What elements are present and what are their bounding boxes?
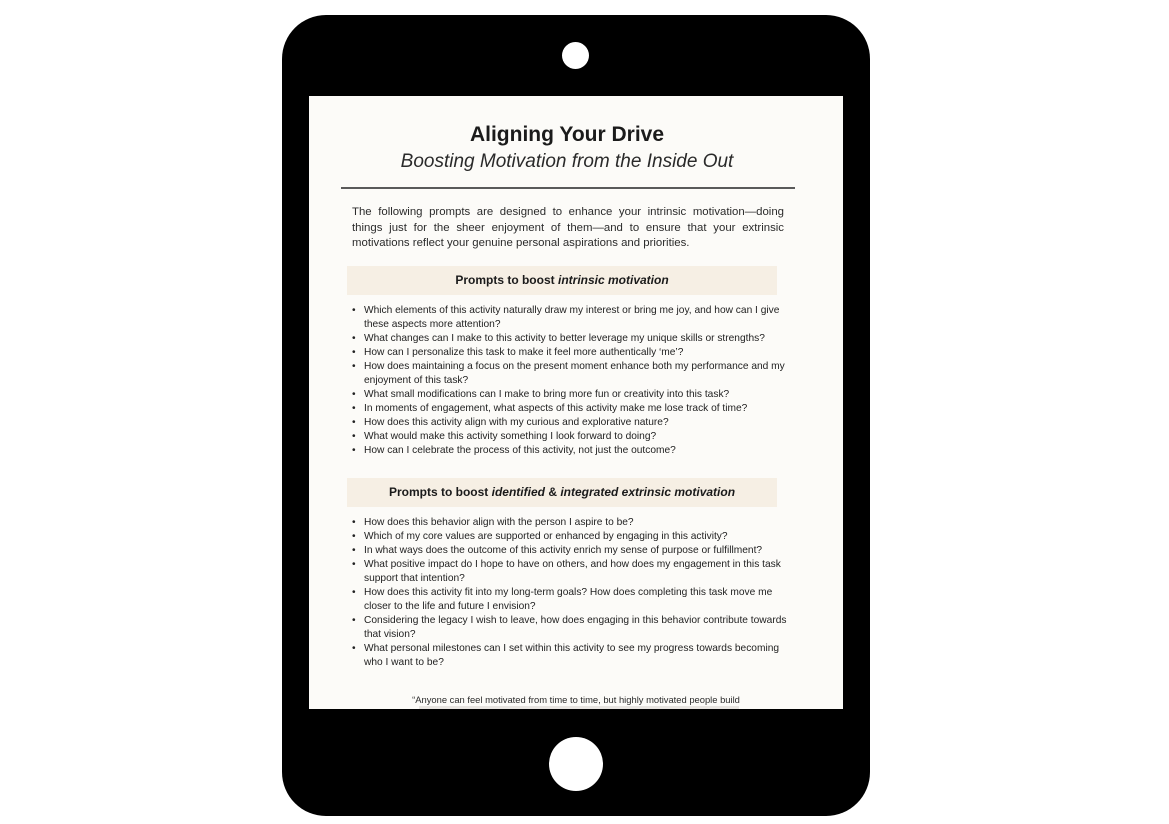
list-item: • What small modifications can I make to bring more fun or creativity into this task? xyxy=(350,388,790,402)
intro-paragraph: The following prompts are designed to enhance your intrinsic motivation—doing things just for the sheer enjoyment of them—and to ensure that your extrinsic motivations reflect your genuine personal aspirations and priorities. xyxy=(352,206,784,249)
list-item: • How does this activity fit into my long-term goals? How does completing this task move me closer to the life and future I envision? xyxy=(350,586,790,614)
extrinsic-prompt-list xyxy=(350,516,790,670)
section-heading-ampersand: & xyxy=(544,485,561,499)
list-item: • Considering the legacy I wish to leave, how does engaging in this behavior contribute towards that vision? xyxy=(350,614,790,642)
list-item: • What personal milestones can I set within this activity to see my progress towards becoming who I want to be? xyxy=(350,642,790,670)
section-heading-emphasis: intrinsic motivation xyxy=(557,273,669,287)
list-item: • What would make this activity something I look forward to doing? xyxy=(350,430,790,444)
tablet-screen xyxy=(309,96,843,709)
quote-text: “Anyone can feel motivated from time to time, but highly motivated people build xyxy=(412,694,740,705)
intrinsic-prompt-list xyxy=(350,304,790,458)
section-heading-prefix: Prompts to boost xyxy=(388,485,492,499)
list-item: • In moments of engagement, what aspects of this activity make me lose track of time? xyxy=(350,402,790,416)
section-heading-emphasis: integrated extrinsic motivation xyxy=(560,485,736,499)
divider xyxy=(341,187,795,189)
list-item: • Which elements of this activity naturally draw my interest or bring me joy, and how can I give these aspects more attention? xyxy=(350,304,790,332)
list-item: • How does this behavior align with the person I aspire to be? xyxy=(350,516,790,530)
section-heading-emphasis: identified xyxy=(491,485,545,499)
list-item: • What changes can I make to this activity to better leverage my unique skills or strengths? xyxy=(350,332,790,346)
page-subtitle: Boosting Motivation from the Inside Out xyxy=(400,151,734,172)
list-item: • How can I celebrate the process of this activity, not just the outcome? xyxy=(350,444,790,458)
section-heading-intrinsic xyxy=(347,266,777,295)
list-item: • How does maintaining a focus on the present moment enhance both my performance and my enjoyment of this task? xyxy=(350,360,790,388)
list-item: • How can I personalize this task to make it feel more authentically ‘me’? xyxy=(350,346,790,360)
tablet-frame xyxy=(282,15,870,816)
list-item: • In what ways does the outcome of this activity enrich my sense of purpose or fulfillment? xyxy=(350,544,790,558)
home-button[interactable] xyxy=(549,737,603,791)
section-heading-prefix: Prompts to boost xyxy=(455,273,558,287)
list-item: • What positive impact do I hope to have on others, and how does my engagement in this task support that intention? xyxy=(350,558,790,586)
section-heading-extrinsic xyxy=(347,478,777,507)
camera-icon xyxy=(562,42,589,69)
page-title: Aligning Your Drive xyxy=(469,123,665,146)
list-item: • How does this activity align with my curious and explorative nature? xyxy=(350,416,790,430)
list-item: • Which of my core values are supported or enhanced by engaging in this activity? xyxy=(350,530,790,544)
quote-continuation xyxy=(419,706,739,709)
